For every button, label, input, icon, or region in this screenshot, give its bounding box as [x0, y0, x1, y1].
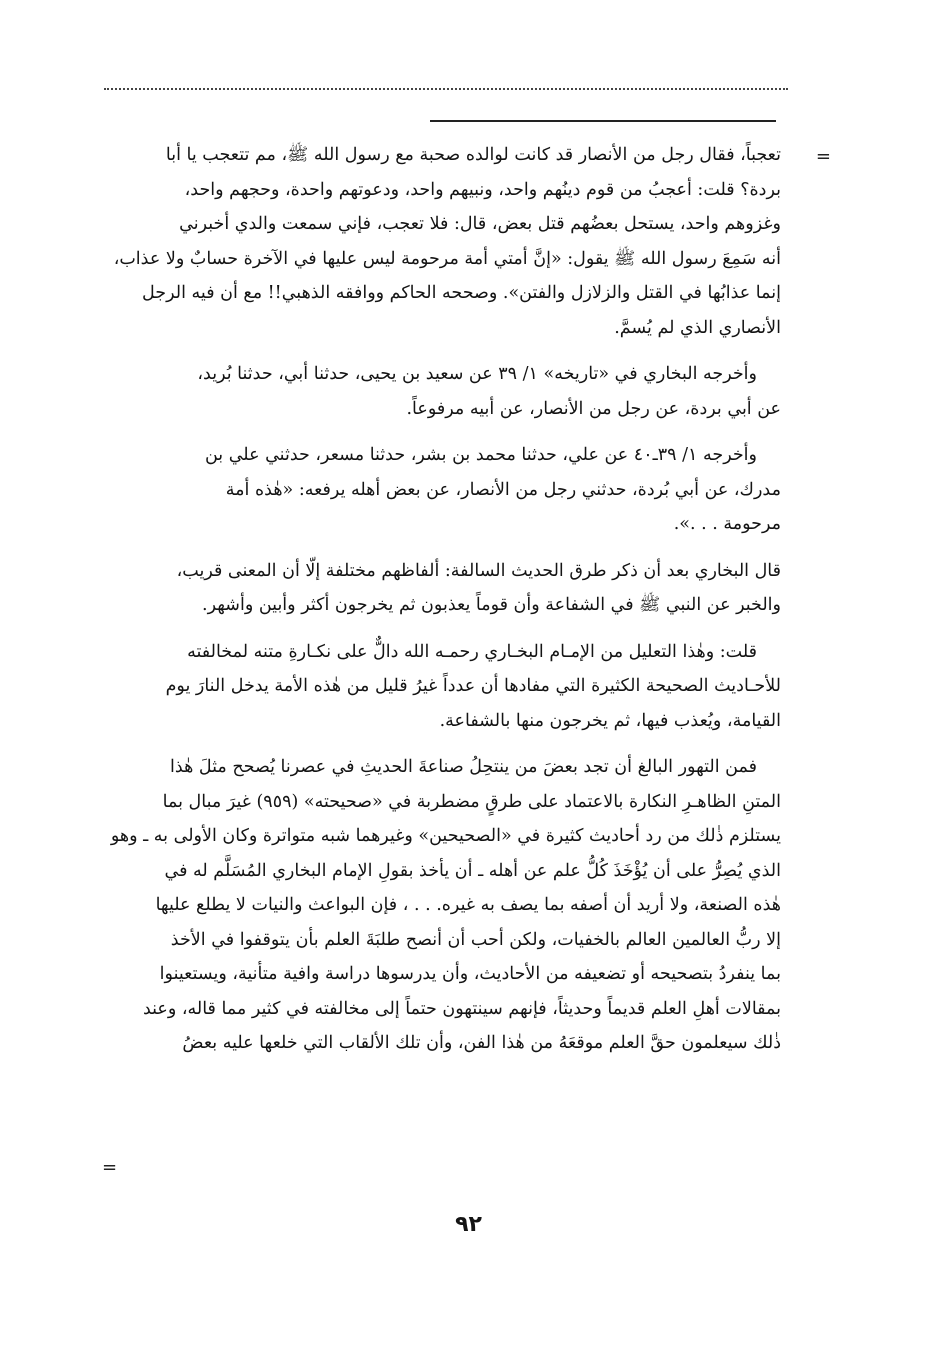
continuation-mark-bottom: = [102, 1157, 118, 1178]
paragraph-2: وأخرجه البخاري في «تاريخه» ١/ ٣٩ عن سعيد بن يحيى، حدثنا أبي، حدثنا بُريد، عن أبي بردة، عن رجل من الأنصار، عن أبيه مرفوعاً. [197, 364, 781, 419]
paragraph-6: فمن التهور البالغ أن تجد بعضَ من ينتحِلُ صناعةَ الحديثِ في عصرنا يُصحح مثلَ هٰذا المتنِ الظاهـرِ النكارة بالاعتماد على طرقٍ مضطربة في «صحيحته» (٩٥٩) غيرَ مبال بما يستلزم ذٰلك من رد أحاديث كثيرة في «الصحيحين» وغيرهما شبه متواترة وكان الأولى به ـ وهو الذي يُصِرُّ على أن يُؤْخَذَ كُلُّ علم عن أهله ـ أن يأخذ بقولِ الإمام البخاري المُسَلَّم له في هٰذه الصنعة، ولا أريد أن أصفه بما يصف به غيره. . . ، فإن البواعث والنيات لا يطلع عليها إلا ربُّ العالمين العالم بالخفيات، ولكن أحب أن أنصح طلبَةَ العلم بأن يتوقفوا في الأخذ بما ينفردُ بتصحيحه أو تضعيفه من الأحاديث، وأن يدرسوها دراسة وافية متأنية، ويستعينوا بمقالات أهلِ العلم قديماً وحديثاً، فإنهم سينتهون حتماً إلى مخالفته في كثير مما قاله، وعند ذٰلك سيعلمون حقَّ العلم موقعَهُ من هٰذا الفن، وأن تلك الألقاب التي خلعها عليه بعضُ [110, 757, 781, 1053]
page-number: ٩٢ [455, 1212, 482, 1237]
dotted-separator [104, 88, 788, 90]
paragraph-1: تعجباً، فقال رجل من الأنصار قد كانت لوالده صحبة مع رسول الله ﷺ، مم تتعجب يا أبا بردة؟ قلت: أعجبُ من قوم دينُهم واحد، ونبيهم واحد، ودعوتهم واحدة، وحجهم واحد، وغزوهم واحد، يستحل بعضُهم قتل بعض، قال: فلا تعجب، فإني سمعت والدي أخبرني أنه سَمِعَ رسول الله ﷺ يقول: «إنَّ أمتي أمة مرحومة ليس عليها في الآخرة حسابٌ ولا عذاب، إنما عذابُها في القتل والزلازل والفتن». وصححه الحاكم ووافقه الذهبي!! مع أن فيه الرجل الأنصاري الذي لم يُسمَّ. [113, 145, 781, 338]
continuation-mark-top: = [815, 146, 831, 167]
paragraph-5: قلت: وهٰذا التعليل من الإمـام البخـاري رحمـه الله دالٌّ على نكـارةِ متنه لمخالفته للأحـاديث الصحيحة الكثيرة التي مفادها أن عدداً غيرُ قليل من هٰذه الأمة يدخل النارَ يوم القيامة، ويُعذب فيها، ثم يخرجون منها بالشفاعة. [165, 641, 781, 731]
paragraph-3: وأخرجه ١/ ٣٩ـ٤٠ عن علي، حدثنا محمد بن بشر، حدثنا مسعر، حدثني علي بن مدرك، عن أبي بُردة، حدثني رجل من الأنصار، عن بعض أهله يرفعه: «هٰذه أمة مرحومة . . .». [204, 445, 781, 534]
footnote-rule [430, 120, 776, 122]
paragraph-4: قال البخاري بعد أن ذكر طرق الحديث السالفة: ألفاظهم مختلفة إلّا أن المعنى قريب، والخبر عن النبي ﷺ في الشفاعة وأن قوماً يعذبون ثم يخرجون أكثر وأبين وأشهر. [176, 560, 781, 615]
footnote-text [96, 138, 781, 1073]
